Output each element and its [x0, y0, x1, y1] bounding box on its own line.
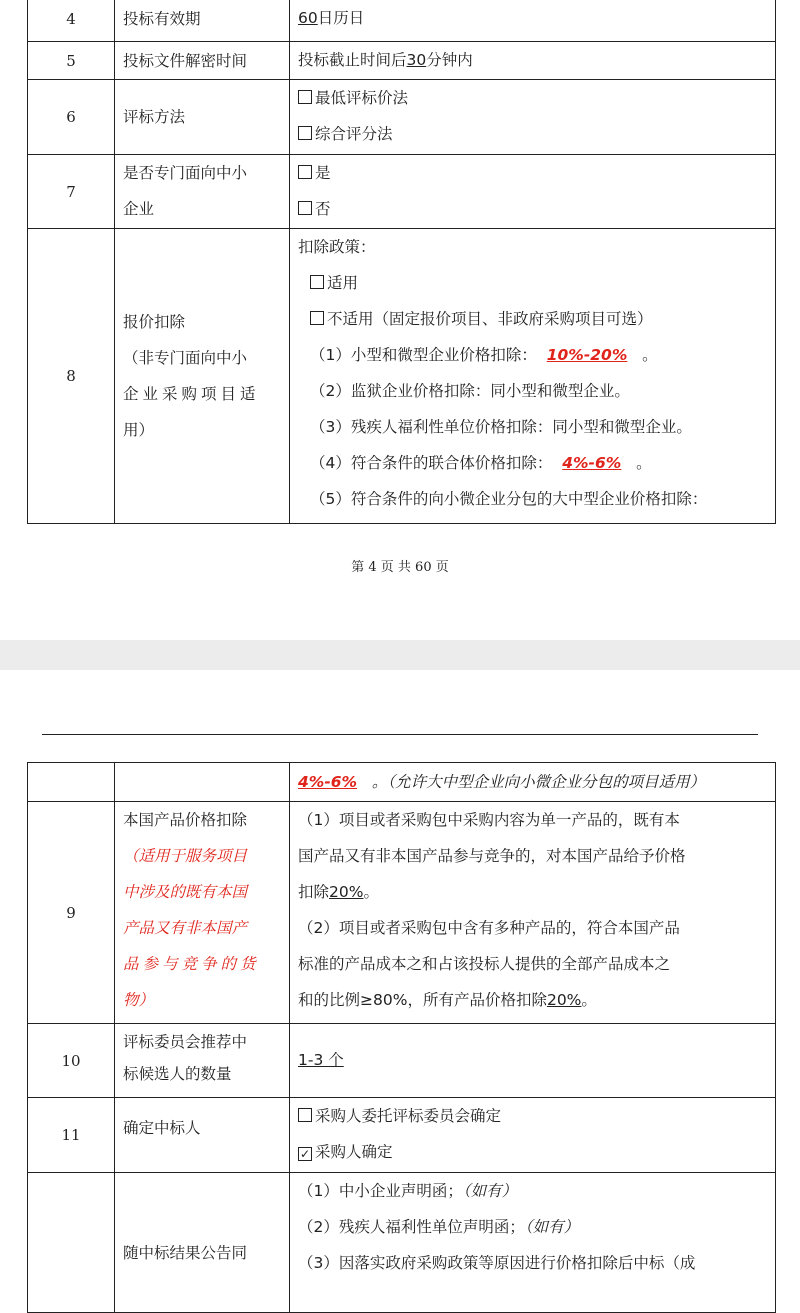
row-label [115, 763, 290, 802]
document-page-5 [0, 670, 800, 1276]
checkbox-option[interactable]: 最低评标价法 [298, 80, 769, 116]
table-row [28, 229, 776, 524]
validity-days-value: 60 [298, 9, 318, 27]
table-row [28, 42, 776, 80]
row-label: 投标文件解密时间 [115, 42, 290, 80]
row-content [290, 1024, 776, 1098]
checkbox-option[interactable]: 不适用（固定报价项目、非政府采购项目可选） [298, 301, 769, 337]
winner-determination-options [290, 1098, 776, 1173]
deduction-item: （5）符合条件的向小微企业分包的大中型企业价格扣除： [310, 490, 708, 508]
row-number: 6 [28, 80, 115, 155]
checkbox-empty-icon [310, 275, 324, 289]
checkbox-option[interactable]: ✓ 采购人确定 [299, 1143, 393, 1161]
domestic-product-deduction: （1）项目或者采购包中采购内容为单一产品的，既有本 国产品又有非本国产品参与竞争的，对本国产品给予价格 扣除20%。 （2）项目或者采购包中含有多种产品的，符合本国产品 标准的产品成本之和占该投标人提供的全部产品成本之 和的比例≥80%，所有产品价格扣除20%。 [290, 802, 776, 1024]
header-rule [42, 734, 758, 735]
table-row [28, 0, 776, 42]
row-label: 报价扣除 （非专门面向中小 企业采购项目适 用） [115, 229, 290, 524]
checkbox-empty-icon [298, 90, 312, 104]
row-content: 投标截止时间后30分钟内 [290, 42, 776, 80]
checkbox-option[interactable]: 否 [298, 191, 769, 227]
checkbox-option[interactable]: 是 [298, 155, 769, 191]
checkbox-empty-icon [310, 311, 324, 325]
deduction-item: （4）符合条件的联合体价格扣除： 4%-6% 。 [310, 454, 652, 472]
subcontract-deduction-value: 4%-6% [298, 772, 358, 791]
table-row [28, 1024, 776, 1098]
checkbox-empty-icon [298, 165, 312, 179]
row-content: 4%-6% 。（允许大中型企业向小微企业分包的项目适用） [290, 763, 776, 802]
row-number: 8 [28, 229, 115, 524]
row-label: 评标委员会推荐中 标候选人的数量 [115, 1024, 290, 1098]
checkbox-option[interactable]: 采购人委托评标委员会确定 [298, 1098, 769, 1134]
deduction-item: （3）残疾人福利性单位价格扣除：同小型和微型企业。 [310, 418, 692, 436]
tender-info-table-page5 [27, 762, 776, 1313]
evaluation-method-options [290, 80, 776, 155]
row-label: 随中标结果公告同 [115, 1173, 290, 1313]
checkbox-empty-icon [298, 201, 312, 215]
row-number: 10 [28, 1024, 115, 1098]
policy-title: 扣除政策： [298, 238, 376, 256]
table-row [28, 1173, 776, 1313]
attachment-item: （2）残疾人福利性单位声明函；（如有） [298, 1218, 580, 1236]
price-deduction-policy [290, 229, 776, 524]
sme-options [290, 155, 776, 229]
row-number: 4 [28, 0, 115, 42]
tender-info-table-page4 [27, 0, 776, 524]
checkbox-empty-icon [298, 126, 312, 140]
row-number: 7 [28, 155, 115, 229]
row-number: 9 [28, 802, 115, 1024]
row-label: 投标有效期 [115, 0, 290, 42]
announcement-attachments [290, 1173, 776, 1313]
page-footer: 第 4 页 共 60 页 [351, 560, 449, 575]
checkbox-checked-icon: ✓ [299, 1147, 311, 1161]
checkbox-option[interactable]: 适用 [298, 265, 769, 301]
row-label: 评标方法 [115, 80, 290, 155]
deduction-item: （2）监狱企业价格扣除：同小型和微型企业。 [310, 382, 630, 400]
checkbox-empty-icon [298, 1108, 312, 1122]
row-label: 本国产品价格扣除 （适用于服务项目 中涉及的既有本国 产品又有非本国产 品参与竞争的货 物） [115, 802, 290, 1024]
decrypt-minutes-value: 30 [406, 51, 427, 69]
small-micro-deduction-value: 10%-20% [546, 346, 628, 364]
table-row [28, 155, 776, 229]
row-content: 60日历日 [290, 0, 776, 42]
attachment-item: （3）因落实政府采购政策等原因进行价格扣除后中标（成 [298, 1254, 696, 1272]
table-row [28, 763, 776, 802]
attachment-item: （1）中小企业声明函；（如有） [298, 1182, 518, 1200]
page-separator [0, 640, 800, 670]
row-number [28, 763, 115, 802]
single-product-deduction-value: 20% [329, 883, 364, 901]
row-number [28, 1173, 115, 1313]
row-label: 是否专门面向中小 企业 [115, 155, 290, 229]
table-row [28, 80, 776, 155]
checkbox-option[interactable]: 综合评分法 [298, 116, 769, 152]
row-number: 11 [28, 1098, 115, 1173]
deduction-item: （1）小型和微型企业价格扣除： 10%-20% 。 [310, 346, 658, 364]
document-page-4 [0, 0, 800, 640]
row-number: 5 [28, 42, 115, 80]
table-row [28, 802, 776, 1024]
consortium-deduction-value: 4%-6% [562, 454, 622, 472]
table-row [28, 1098, 776, 1173]
candidate-count-value: 1-3 个 [298, 1051, 344, 1069]
row-label: 确定中标人 [115, 1098, 290, 1173]
multi-product-deduction-value: 20% [546, 991, 582, 1009]
